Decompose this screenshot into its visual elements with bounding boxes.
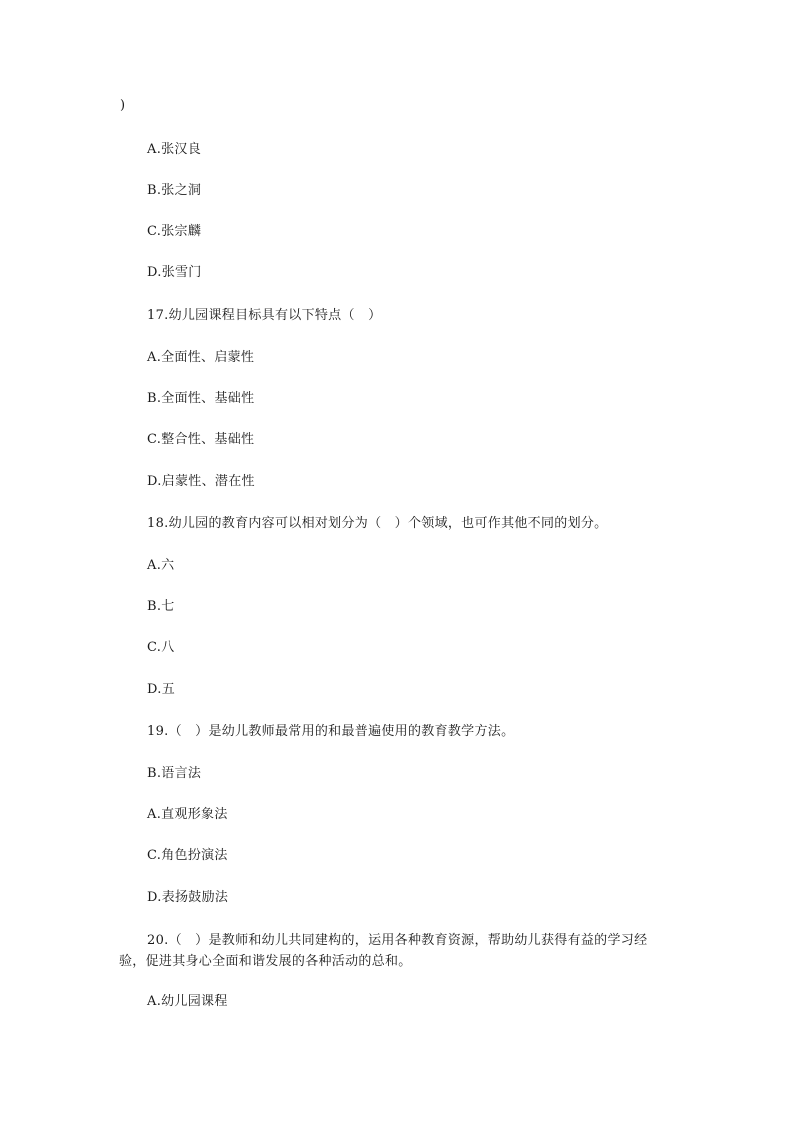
q17-option-d: D.启蒙性、潜在性 <box>147 474 255 489</box>
q17-question: 17.幼儿园课程目标具有以下特点（ ） <box>147 308 382 323</box>
q16-option-a: A.张汉良 <box>147 142 202 157</box>
q18-option-d: D.五 <box>147 682 175 697</box>
q19-option-a: A.直观形象法 <box>147 807 228 822</box>
q18-option-a: A.六 <box>147 558 175 573</box>
q18-question: 18.幼儿园的教育内容可以相对划分为（ ）个领域，也可作其他不同的划分。 <box>147 516 608 531</box>
q19-option-b: B.语言法 <box>147 766 202 781</box>
q16-option-d: D.张雪门 <box>147 265 202 280</box>
q20-option-a: A.幼儿园课程 <box>147 994 228 1009</box>
q17-option-b: B.全面性、基础性 <box>147 391 255 406</box>
q19-option-d: D.表扬鼓励法 <box>147 890 229 905</box>
q16-option-b: B.张之洞 <box>147 183 202 198</box>
q17-option-a: A.全面性、启蒙性 <box>147 350 255 365</box>
q18-option-c: C.八 <box>147 640 175 655</box>
q19-option-c: C.角色扮演法 <box>147 848 228 863</box>
q19-question: 19.（ ）是幼儿教师最常用的和最普遍使用的教育教学方法。 <box>147 724 515 739</box>
q18-option-b: B.七 <box>147 599 175 614</box>
q16-option-c: C.张宗麟 <box>147 224 202 239</box>
question-fragment: ) <box>120 98 126 113</box>
q20-question: 20.（ ）是教师和幼儿共同建构的，运用各种教育资源，帮助幼儿获得有益的学习经验，促进其身心全面和谐发展的各种活动的总和。 <box>119 933 648 969</box>
q17-option-c: C.整合性、基础性 <box>147 432 255 447</box>
